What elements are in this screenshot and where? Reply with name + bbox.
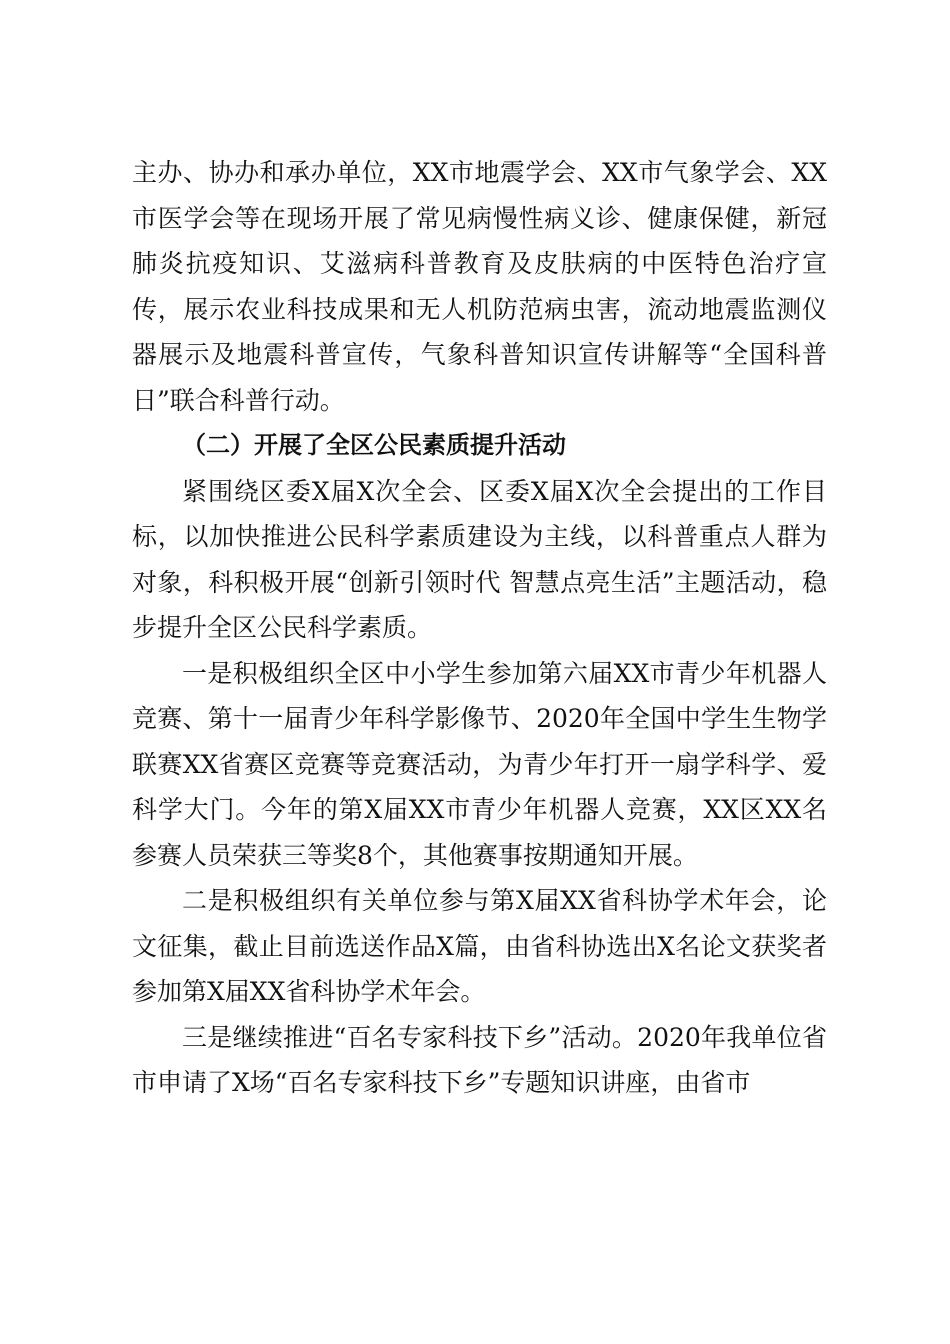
paragraph-continuation: 主办、协办和承办单位，XX市地震学会、XX市气象学会、XX市医学会等在现场开展了常见病慢性病义诊、健康保健，新冠肺炎抗疫知识、艾滋病科普教育及皮肤病的中医特色治疗宣传，展示农业科技成果和无人机防范病虫害，流动地震监测仪器展示及地震科普宣传，气象科普知识宣传讲解等“全国科普日”联合科普行动。 (132, 158, 827, 415)
paragraph-item-2: 二是积极组织有关单位参与第X届XX省科协学术年会，论文征集，截止目前选送作品X篇，由省科协选出X名论文获奖者参加第X届XX省科协学术年会。 (132, 886, 827, 1006)
paragraph-item-3: 三是继续推进“百名专家科技下乡”活动。2020年我单位省市申请了X场“百名专家科技下乡”专题知识讲座，由省市 (132, 1022, 827, 1097)
document-body (132, 150, 827, 1106)
section-heading: （二）开展了全区公民素质提升活动 (182, 431, 566, 459)
paragraph-intro: 紧围绕区委X届X次全会、区委X届X次全会提出的工作目标，以加快推进公民科学素质建设为主线，以科普重点人群为对象，科积极开展“创新引领时代 智慧点亮生活”主题活动，稳步提升全区公民科学素质。 (132, 476, 827, 642)
paragraph-item-1: 一是积极组织全区中小学生参加第六届XX市青少年机器人竞赛、第十一届青少年科学影像节、2020年全国中学生生物学联赛XX省赛区竞赛等竞赛活动，为青少年打开一扇学科学、爱科学大门。今年的第X届XX市青少年机器人竞赛，XX区XX名参赛人员荣获三等奖8个，其他赛事按期通知开展。 (132, 658, 827, 870)
